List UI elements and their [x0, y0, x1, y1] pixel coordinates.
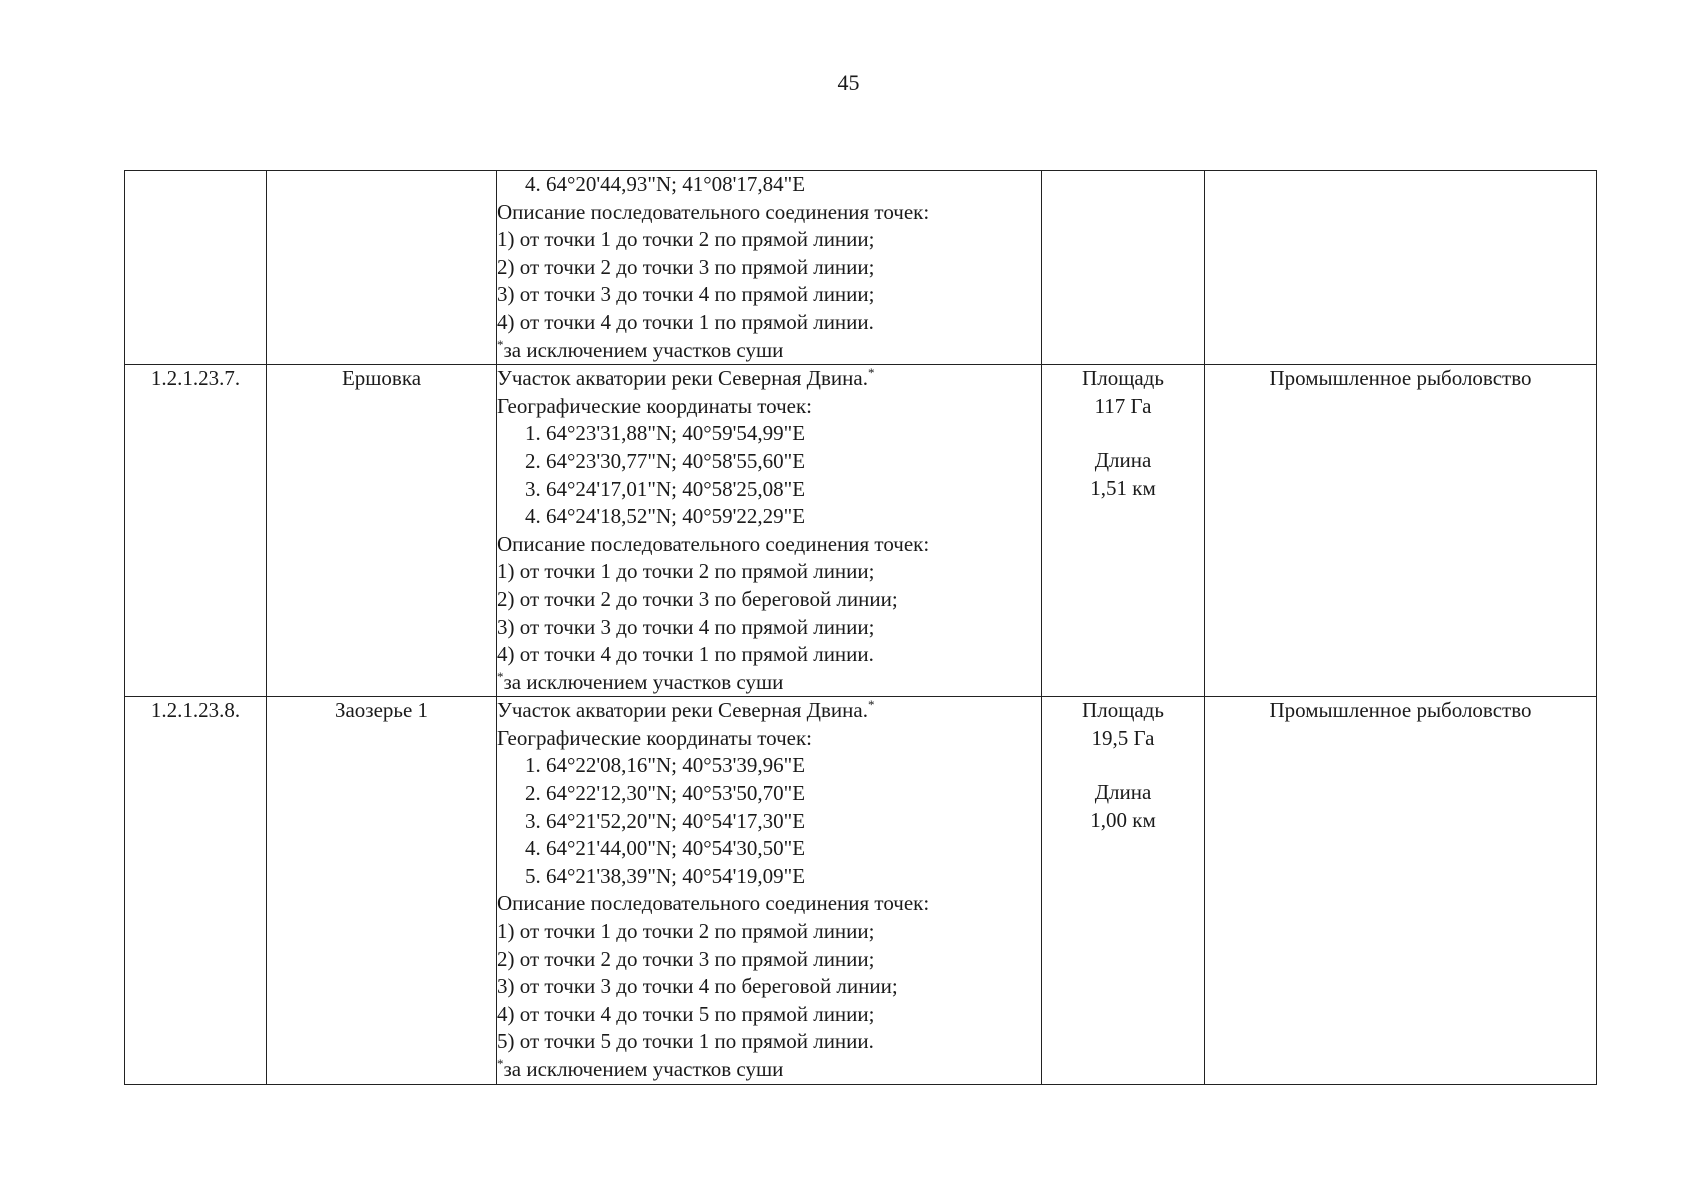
length-value: 1,00 км [1090, 808, 1156, 833]
connection-step: 4) от точки 4 до точки 1 по прямой линии. [497, 309, 874, 334]
coordinate-point: 2. 64°22'12,30"N; 40°53'50,70"E [525, 781, 806, 806]
area-name-cell [267, 697, 497, 1084]
area-purpose: Промышленное рыболовство [1269, 366, 1532, 391]
connection-step: 1) от точки 1 до точки 2 по прямой линии; [497, 227, 875, 252]
length-value: 1,51 км [1090, 475, 1156, 500]
area-name-cell [267, 365, 497, 697]
coordinate-point: 3. 64°21'52,20"N; 40°54'17,30"E [525, 808, 806, 833]
water-area-line [497, 697, 1041, 725]
footnote-asterisk: * [497, 336, 504, 352]
connection-step: 2) от точки 2 до точки 3 по береговой линии; [497, 586, 898, 611]
footnote-asterisk: * [497, 668, 504, 684]
connection-step: 4) от точки 4 до точки 1 по прямой линии. [497, 642, 874, 667]
coordinate-point: 1. 64°23'31,88"N; 40°59'54,99"E [525, 421, 806, 446]
area-value: 19,5 Га [1091, 725, 1155, 750]
water-area-text: Участок акватории реки Северная Двина. [497, 366, 868, 391]
area-metrics-cell [1042, 171, 1205, 365]
connection-step: 3) от точки 3 до точки 4 по береговой линии; [497, 974, 898, 999]
connection-step: 1) от точки 1 до точки 2 по прямой линии; [497, 559, 875, 584]
connection-step: 5) от точки 5 до точки 1 по прямой линии. [497, 1029, 874, 1054]
table-row [125, 171, 1597, 365]
area-metrics-cell [1042, 697, 1205, 1084]
area-purpose-cell [1205, 697, 1597, 1084]
connection-title: Описание последовательного соединения точек: [497, 531, 930, 556]
connection-step: 3) от точки 3 до точки 4 по прямой линии; [497, 282, 875, 307]
coordinate-point: 4. 64°20'44,93"N; 41°08'17,84"E [525, 172, 806, 196]
table-row [125, 365, 1597, 697]
spacer [1042, 752, 1204, 779]
spacer [1042, 420, 1204, 447]
length-label: Длина [1094, 448, 1152, 473]
fishing-areas-table [124, 170, 1597, 1085]
page-number: 45 [837, 70, 860, 95]
area-description-cell [497, 697, 1042, 1084]
coordinate-point: 3. 64°24'17,01"N; 40°58'25,08"E [525, 476, 806, 501]
area-id-cell [125, 171, 267, 365]
connection-step: 2) от точки 2 до точки 3 по прямой линии; [497, 254, 875, 279]
connection-title: Описание последовательного соединения точек: [497, 891, 930, 916]
area-purpose-cell [1205, 365, 1597, 697]
area-id: 1.2.1.23.8. [150, 698, 241, 723]
footnote-asterisk: * [867, 697, 875, 713]
area-description-cell [497, 171, 1042, 365]
footnote-text: за исключением участков суши [503, 669, 784, 694]
area-label: Площадь [1082, 698, 1164, 723]
area-name: Заозерье 1 [334, 698, 429, 723]
coordinate-point: 2. 64°23'30,77"N; 40°58'55,60"E [525, 448, 806, 473]
area-description-cell [497, 365, 1042, 697]
footnote-line [497, 1056, 1041, 1084]
area-name: Ершовка [341, 366, 422, 391]
table-body [125, 171, 1597, 1085]
water-area-line [497, 365, 1041, 393]
footnote-text: за исключением участков суши [503, 1057, 784, 1081]
length-label: Длина [1094, 780, 1152, 805]
coordinate-point: 4. 64°24'18,52"N; 40°59'22,29"E [525, 504, 806, 529]
area-label: Площадь [1082, 366, 1164, 391]
area-id: 1.2.1.23.7. [150, 366, 241, 391]
connection-title: Описание последовательного соединения точек: [497, 199, 930, 224]
area-purpose-cell [1205, 171, 1597, 365]
area-metrics-cell [1042, 365, 1205, 697]
footnote-text: за исключением участков суши [503, 337, 784, 362]
area-name-cell [267, 171, 497, 365]
coords-title: Географические координаты точек: [497, 725, 812, 750]
coordinate-point: 4. 64°21'44,00"N; 40°54'30,50"E [525, 836, 806, 861]
connection-step: 1) от точки 1 до точки 2 по прямой линии; [497, 919, 875, 944]
footnote-asterisk: * [867, 365, 875, 381]
footnote-line [497, 337, 1041, 365]
area-id-cell [125, 697, 267, 1084]
connection-step: 4) от точки 4 до точки 5 по прямой линии; [497, 1001, 875, 1026]
water-area-text: Участок акватории реки Северная Двина. [497, 698, 868, 723]
connection-step: 3) от точки 3 до точки 4 по прямой линии; [497, 614, 875, 639]
footnote-asterisk: * [497, 1056, 504, 1071]
table-row [125, 697, 1597, 1084]
area-value: 117 Га [1094, 393, 1152, 418]
area-id-cell [125, 365, 267, 697]
connection-step: 2) от точки 2 до точки 3 по прямой линии; [497, 946, 875, 971]
coordinate-point: 5. 64°21'38,39"N; 40°54'19,09"E [525, 863, 806, 888]
footnote-line [497, 669, 1041, 697]
coordinate-point: 1. 64°22'08,16"N; 40°53'39,96"E [525, 753, 806, 778]
area-purpose: Промышленное рыболовство [1269, 698, 1532, 723]
coords-title: Географические координаты точек: [497, 393, 812, 418]
